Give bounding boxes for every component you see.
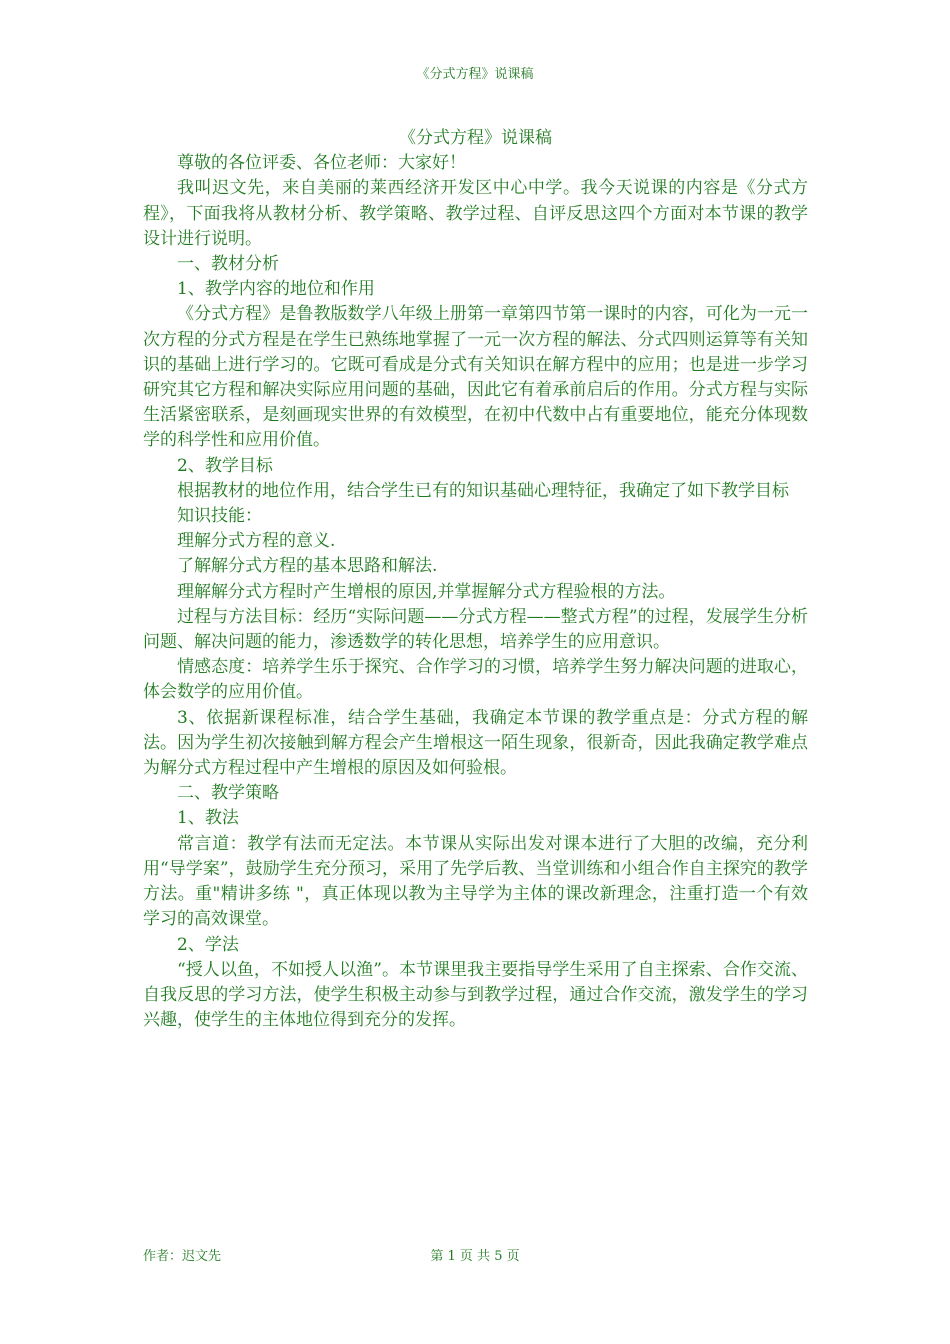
paragraph: 《分式方程》是鲁教版数学八年级上册第一章第四节第一课时的内容，可化为一元一次方程的分式方程是在学生已熟练地掌握了一元一次方程的解法、分式四则运算等有关知识的基础上进行学习的。它既可看成是分式有关知识在解方程中的应用；也是进一步学习研究其它方程和解决实际应用问题的基础，因此它有着承前启后的作用。分式方程与实际生活紧密联系，是刻画现实世界的有效模型，在初中代数中占有重要地位，能充分体现数学的科学性和应用价值。: [143, 304, 808, 451]
paragraph: 理解解分式方程时产生增根的原因,并掌握解分式方程验根的方法。: [177, 581, 676, 602]
paragraph: 常言道：教学有法而无定法。本节课从实际出发对课本进行了大胆的改编，充分利用“导学案”，鼓励学生充分预习，采用了先学后教、当堂训练和小组合作自主探究的教学方法。重"精讲多练 "，真正体现以教为主导学为主体的课改新理念，注重打造一个有效学习的高效课堂。: [143, 833, 808, 930]
paragraph-greeting: 尊敬的各位评委、各位老师：大家好！: [177, 153, 466, 174]
paragraph: 情感态度：培养学生乐于探究、合作学习的习惯，培养学生努力解决问题的进取心，体会数学的应用价值。: [143, 657, 808, 703]
paragraph: 过程与方法目标：经历“实际问题——分式方程——整式方程”的过程，发展学生分析问题、解决问题的能力，渗透数学的转化思想，培养学生的应用意识。: [143, 606, 808, 653]
paragraph: 理解分式方程的意义.: [177, 531, 336, 552]
section-heading: 一、教材分析: [177, 254, 279, 275]
subsection-heading: 2、学法: [177, 934, 239, 955]
paragraph: “授人以鱼，不如授人以渔”。本节课里我主要指导学生采用了自主探索、合作交流、自我反思的学习方法，使学生积极主动参与到教学过程，通过合作交流，激发学生的学习兴趣，使学生的主体地位得到充分的发挥。: [143, 959, 808, 1031]
paragraph: 根据教材的地位作用，结合学生已有的知识基础心理特征，我确定了如下教学目标: [177, 480, 789, 501]
subsection-heading: 1、教法: [177, 808, 239, 829]
document-body: [143, 126, 808, 1033]
paragraph: 3、依据新课程标准，结合学生基础，我确定本节课的教学重点是：分式方程的解法。因为学生初次接触到解方程会产生增根这一陌生现象，很新奇，因此我确定教学难点为解分式方程过程中产生增根的原因及如何验根。: [143, 707, 808, 779]
paragraph-intro: 我叫迟文先，来自美丽的莱西经济开发区中心中学。我今天说课的内容是《分式方程》，下面我将从教材分析、教学策略、教学过程、自评反思这四个方面对本节课的教学设计进行说明。: [143, 178, 808, 249]
section-heading: 二、教学策略: [177, 783, 279, 804]
document-title: 《分式方程》说课稿: [399, 128, 552, 148]
paragraph: 了解解分式方程的基本思路和解法.: [177, 556, 438, 577]
subsection-heading: 2、教学目标: [177, 455, 273, 476]
subsection-heading: 1、教学内容的地位和作用: [177, 279, 375, 300]
running-header: 《分式方程》说课稿: [416, 67, 534, 82]
paragraph: 知识技能：: [177, 506, 262, 527]
footer-page-number: 第 1 页 共 5 页: [430, 1249, 520, 1264]
footer-author: 作者：迟文先: [143, 1249, 222, 1264]
